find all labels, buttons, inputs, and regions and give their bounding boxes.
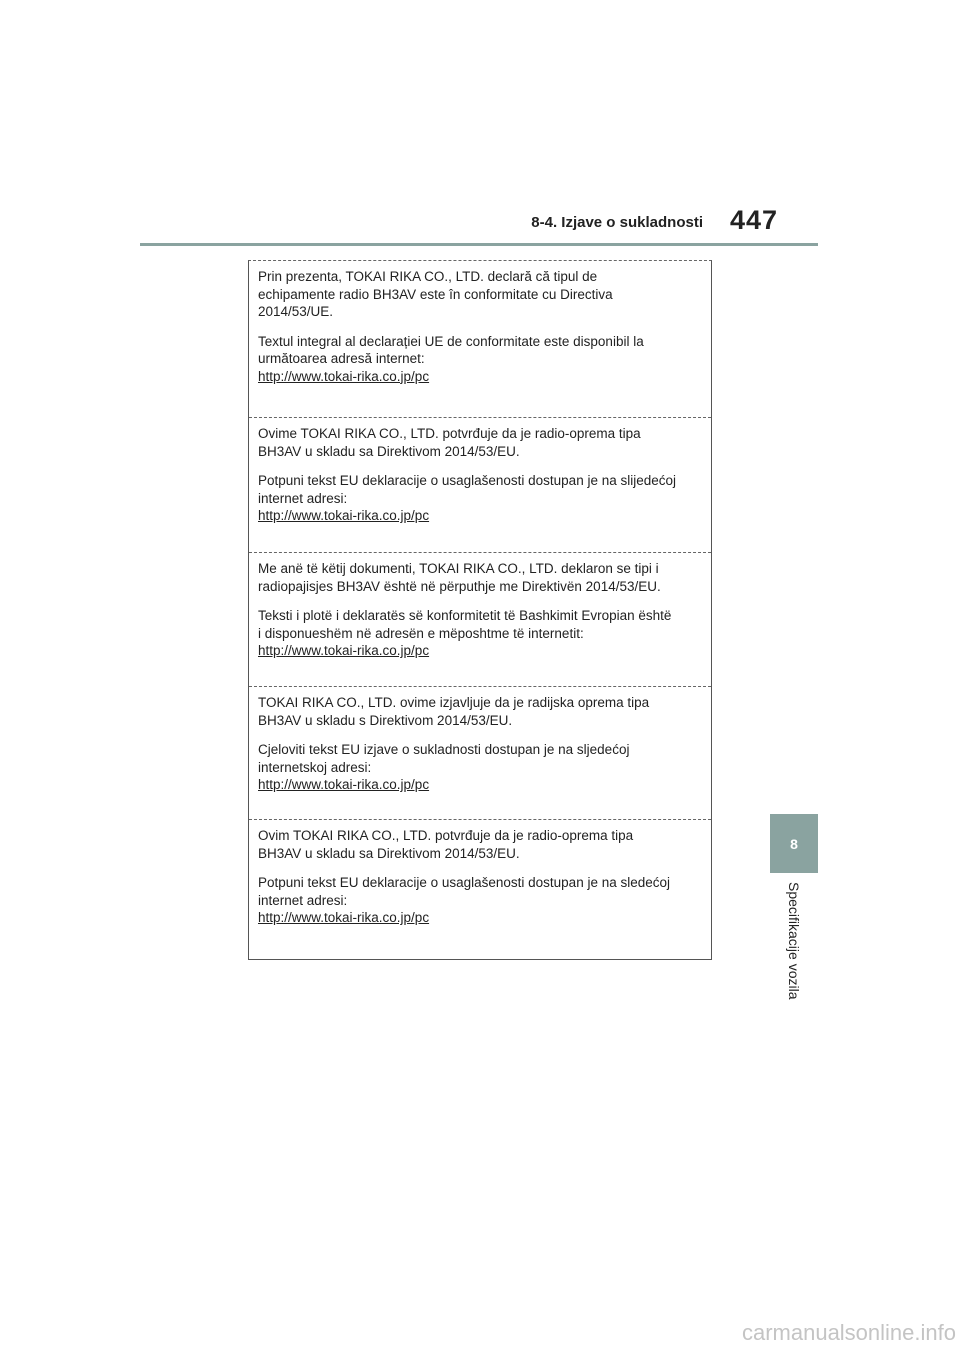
availability-line: Cjeloviti tekst EU izjave o sukladnosti dostupan je na sljedećoj bbox=[258, 742, 630, 757]
declaration-url-link[interactable]: http://www.tokai-rika.co.jp/pc bbox=[258, 508, 430, 523]
availability-line: internet adresi: bbox=[258, 892, 348, 908]
section-title: 8-4. Izjave o sukladnosti bbox=[531, 214, 703, 231]
declaration-url-link[interactable]: http://www.tokai-rika.co.jp/pc bbox=[258, 777, 430, 792]
availability-line: internetskoj adresi: bbox=[258, 759, 372, 775]
declaration-romanian bbox=[249, 261, 711, 385]
declaration-line: BH3AV u skladu sa Direktivom 2014/53/EU. bbox=[258, 845, 520, 861]
declaration-url-link[interactable]: http://www.tokai-rika.co.jp/pc bbox=[258, 643, 430, 658]
declaration-line: BH3AV u skladu s Direktivom 2014/53/EU. bbox=[258, 712, 513, 728]
declaration-line: TOKAI RIKA CO., LTD. ovime izjavljuje da je radijska oprema tipa bbox=[258, 695, 650, 710]
watermark-text: carmanualsonline.info bbox=[741, 1320, 956, 1345]
declaration-serbian-latin bbox=[249, 418, 711, 525]
availability-line: i disponueshëm në adresën e mëposhtme të internetit: bbox=[258, 625, 584, 641]
declaration-line: Me anë të këtij dokumenti, TOKAI RIKA CO., LTD. deklaron se tipi i bbox=[258, 561, 659, 576]
declaration-croatian bbox=[249, 687, 711, 794]
declaration-url-link[interactable]: http://www.tokai-rika.co.jp/pc bbox=[258, 368, 430, 384]
availability-line: Potpuni tekst EU deklaracije o usaglašenosti dostupan je na sledećoj bbox=[258, 875, 671, 890]
chapter-tab[interactable]: 8 bbox=[770, 814, 818, 873]
header-rule bbox=[140, 243, 818, 246]
declaration-serbian bbox=[249, 820, 711, 927]
availability-line: Textul integral al declarației UE de conformitate este disponibil la bbox=[258, 333, 644, 349]
declaration-albanian bbox=[249, 553, 711, 660]
declaration-line: BH3AV u skladu sa Direktivom 2014/53/EU. bbox=[258, 443, 520, 459]
declaration-line: Prin prezenta, TOKAI RIKA CO., LTD. declară că tipul de bbox=[258, 269, 598, 284]
availability-line: Potpuni tekst EU deklaracije o usaglašenosti dostupan je na slijedećoj bbox=[258, 473, 677, 488]
availability-line: următoarea adresă internet: bbox=[258, 351, 425, 366]
declaration-line: Ovim TOKAI RIKA CO., LTD. potvrđuje da je radio-oprema tipa bbox=[258, 828, 634, 843]
chapter-title: Specifikacije vozila bbox=[786, 882, 802, 1000]
page-number: 447 bbox=[730, 205, 779, 235]
availability-line: Teksti i plotë i deklaratës së konformitetit të Bashkimit Evropian është bbox=[258, 608, 672, 623]
declaration-line: Ovime TOKAI RIKA CO., LTD. potvrđuje da je radio-oprema tipa bbox=[258, 426, 641, 441]
declaration-line: radiopajisjes BH3AV është në përputhje me Direktivën 2014/53/EU. bbox=[258, 578, 661, 594]
declaration-url-link[interactable]: http://www.tokai-rika.co.jp/pc bbox=[258, 910, 430, 925]
declaration-line: 2014/53/UE. bbox=[258, 304, 334, 319]
declaration-box bbox=[248, 260, 712, 960]
availability-line: internet adresi: bbox=[258, 490, 348, 506]
declaration-line: echipamente radio BH3AV este în conformitate cu Directiva bbox=[258, 286, 613, 302]
